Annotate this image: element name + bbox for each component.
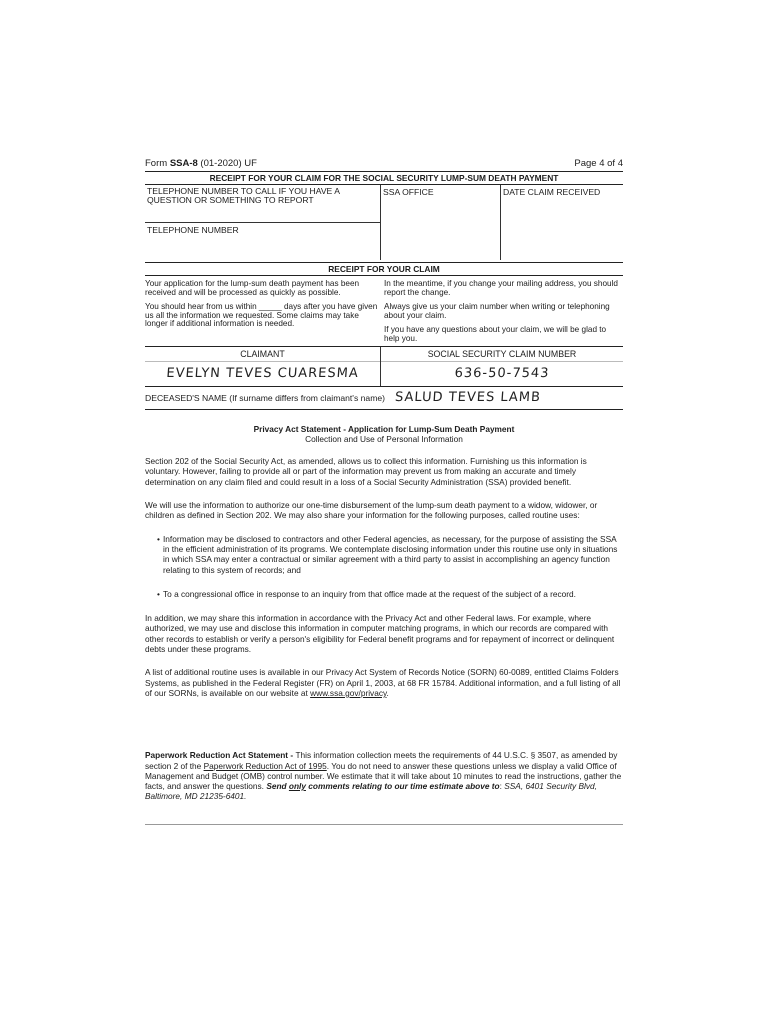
contact-table — [145, 185, 623, 260]
form-title: RECEIPT FOR YOUR CLAIM FOR THE SOCIAL SECURITY LUMP-SUM DEATH PAYMENT — [145, 171, 623, 185]
page-number: Page 4 of 4 — [574, 158, 623, 169]
paperwork-statement: Paperwork Reduction Act Statement - This information collection meets the requirements of 44 U.S.C. § 3507, as amended by section 2 of the Paperwork Reduction Act of 1995. You do not need to answer these questions unless we display a valid Office of Management and Budget (OMB) control number. We estimate that it will take about 10 minutes to read the instructions, gather the facts, and answer the questions. Send only comments relating to our time estimate above to: SSA, 6401 Security Blvd, Baltimore, MD 21235-6401. — [145, 750, 622, 802]
routine-use-1: • Information may be disclosed to contractors and other Federal agencies, as necessary, for the purpose of assisting the SSA in the efficient administration of its programs. We contemplate disclosing information under this routine use only in situations in which SSA may enter a contractual or similar agreement with a third party to assist in accomplishing an agency function relating to this system of records; and — [163, 534, 623, 575]
date-received-label: DATE CLAIM RECEIVED — [503, 187, 601, 197]
form-page — [145, 158, 623, 825]
deceased-row — [145, 387, 623, 410]
form-id: Form SSA-8 (01-2020) UF — [145, 158, 257, 169]
deceased-label: DECEASED'S NAME (If surname differs from claimant's name) — [145, 392, 385, 403]
receipt-left-p2: You should hear from us within _____ days after you have given us all the information we requested. Some claims may take longer if additional information is needed. — [145, 302, 378, 329]
ssn-label: SOCIAL SECURITY CLAIM NUMBER — [381, 347, 623, 362]
receipt-title: RECEIPT FOR YOUR CLAIM — [145, 262, 623, 276]
routine-uses-list — [145, 534, 623, 599]
pra-link[interactable]: Paperwork Reduction Act of 1995 — [203, 760, 327, 771]
form-header — [145, 158, 623, 171]
claim-table — [145, 346, 623, 387]
pra-address: SSA, 6401 Security Blvd, Baltimore, MD 21235-6401. — [145, 781, 597, 802]
receipt-right-p2: Always give us your claim number when writing or telephoning about your claim. — [384, 302, 610, 320]
privacy-p3: In addition, we may share this information in accordance with the Privacy Act and other Federal laws. For example, where authorized, we may use and disclose this information in computer matching programs, in which our records are compared with other records to establish or verify a person's eligibility for Federal benefit programs and for repayment of incorrect or delinquent debts under these programs. — [145, 613, 615, 655]
privacy-p2: We will use the information to authorize our one-time disbursement of the lump-sum death payment to a widow, widower, or children as defined in Section 202. We may also share your information for the following purposes, called routine uses: — [145, 500, 598, 521]
bottom-divider — [145, 824, 623, 825]
receipt-right-p3: If you have any questions about your claim, we will be glad to help you. — [384, 325, 607, 343]
receipt-section — [145, 276, 623, 346]
tel-question-label: TELEPHONE NUMBER TO CALL IF YOU HAVE A QUESTION OR SOMETHING TO REPORT — [145, 185, 380, 223]
receipt-left-p1: Your application for the lump-sum death payment has been received and will be processed as quickly as possible. — [145, 279, 360, 297]
pra-label: Paperwork Reduction Act Statement - — [145, 750, 296, 761]
form-code: SSA-8 — [169, 158, 198, 169]
receipt-right-p1: In the meantime, if you change your mailing address, you should report the change. — [384, 279, 618, 297]
ssn-value: 636-50-7543 — [454, 365, 550, 381]
ssa-office-label: SSA OFFICE — [381, 185, 501, 260]
privacy-p1: Section 202 of the Social Security Act, as amended, allows us to collect this information. Furnishing us this information is voluntary. However, failing to provide all or part of the information may prevent us from making an accurate and timely determination on any claim filed and could result in a loss of a Social Security Administration (SSA) provided benefit. — [145, 456, 587, 487]
tel-number-label: TELEPHONE NUMBER — [147, 225, 239, 235]
privacy-title: Privacy Act Statement - Application for Lump-Sum Death Payment — [253, 423, 515, 434]
privacy-link[interactable]: www.ssa.gov/privacy — [310, 687, 387, 698]
deceased-name: SALUD TEVES LAMB — [394, 389, 542, 405]
privacy-subtitle: Collection and Use of Personal Information — [305, 433, 463, 444]
privacy-p4: A list of additional routine uses is available in our Privacy Act System of Records Notice (SORN) 60-0089, entitled Claims Folders Systems, as published in the Federal Register (FR) on April 1, 2003, at 68 FR 15784. Additional information, and a full listing of all of our SORNs, is available on our website at www.ssa.gov/privacy. — [145, 667, 621, 698]
claimant-name: EVELYN TEVES CUARESMA — [165, 365, 360, 381]
routine-use-2: • To a congressional office in response to an inquiry from that office made at the request of the subject of a record. — [163, 589, 623, 599]
claimant-label: CLAIMANT — [145, 347, 380, 362]
privacy-statement — [145, 424, 623, 699]
